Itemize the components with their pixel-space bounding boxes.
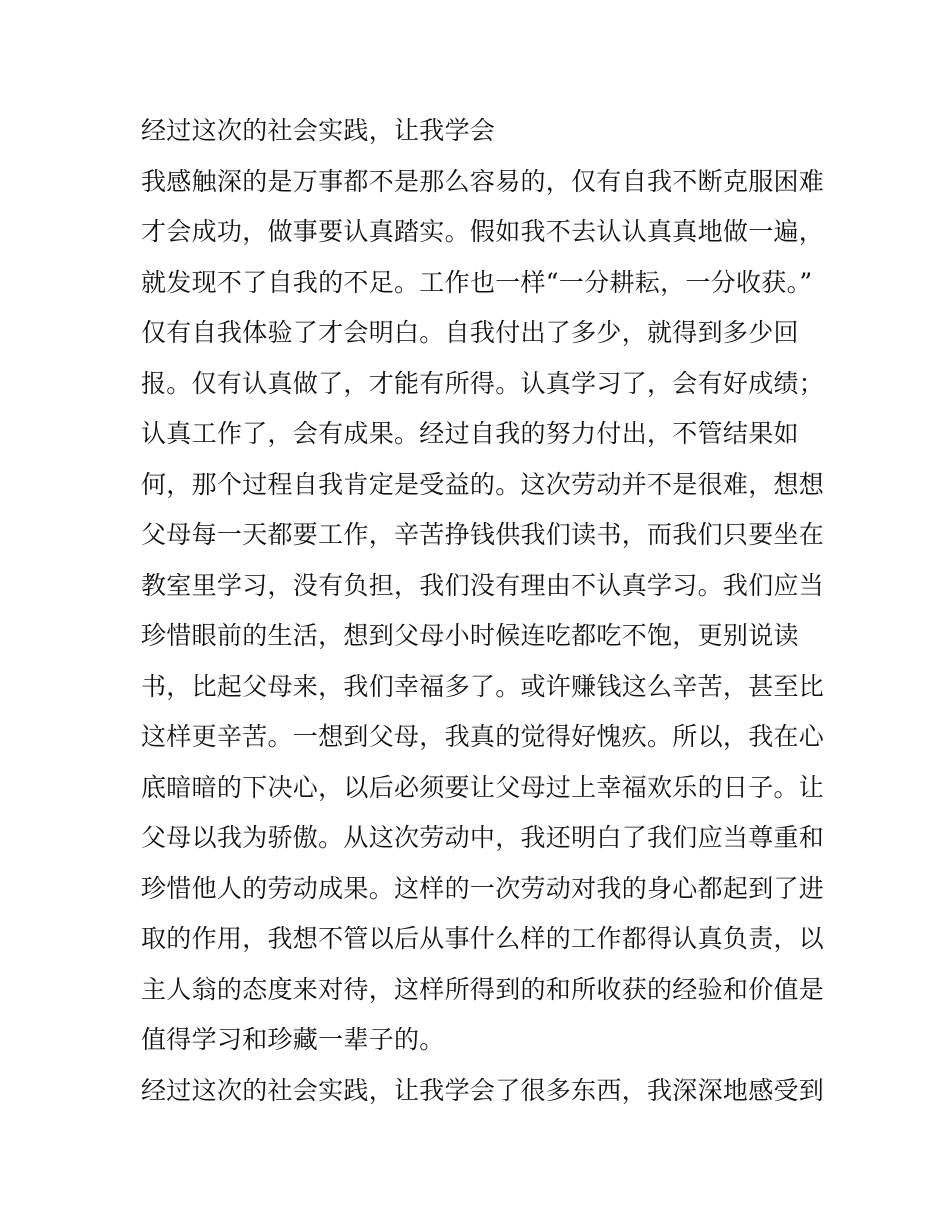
body-line: 值得学习和珍藏一辈子的。 [141,1025,445,1054]
body-line: 经过这次的社会实践，让我学会了很多东西，我深深地感受到 [141,1076,825,1105]
body-line: 珍惜他人的劳动成果。这样的一次劳动对我的身心都起到了进 [141,874,825,903]
body-line: 父母每一天都要工作，辛苦挣钱供我们读书，而我们只要坐在 [141,520,825,549]
body-line: 认真工作了，会有成果。经过自我的努力付出，不管结果如 [141,419,799,448]
body-line: 我感触深的是万事都不是那么容易的，仅有自我不断克服困难 [141,167,825,196]
body-line: 书，比起父母来，我们幸福多了。或许赚钱这么辛苦，甚至比 [141,672,825,701]
body-line: 珍惜眼前的生活，想到父母小时候连吃都吃不饱，更别说读 [141,621,799,650]
body-line: 报。仅有认真做了，才能有所得。认真学习了，会有好成绩； [141,369,825,398]
body-line: 主人翁的态度来对待，这样所得到的和所收获的经验和价值是 [141,975,825,1004]
body-line: 仅有自我体验了才会明白。自我付出了多少，就得到多少回 [141,318,799,347]
body-line: 才会成功，做事要认真踏实。假如我不去认认真真地做一遍， [141,217,825,246]
body-line: 父母以我为骄傲。从这次劳动中，我还明白了我们应当尊重和 [141,823,825,852]
heading-line: 经过这次的社会实践，让我学会 [141,116,496,145]
body-line: 这样更辛苦。一想到父母，我真的觉得好愧疚。所以，我在心 [141,722,825,751]
body-line: 就发现不了自我的不足。工作也一样“一分耕耘，一分收获。” [141,268,813,297]
body-line: 何，那个过程自我肯定是受益的。这次劳动并不是很难，想想 [141,470,825,499]
body-line: 教室里学习，没有负担，我们没有理由不认真学习。我们应当 [141,571,825,600]
body-line: 底暗暗的下决心，以后必须要让父母过上幸福欢乐的日子。让 [141,773,825,802]
body-line: 取的作用，我想不管以后从事什么样的工作都得认真负责，以 [141,924,825,953]
